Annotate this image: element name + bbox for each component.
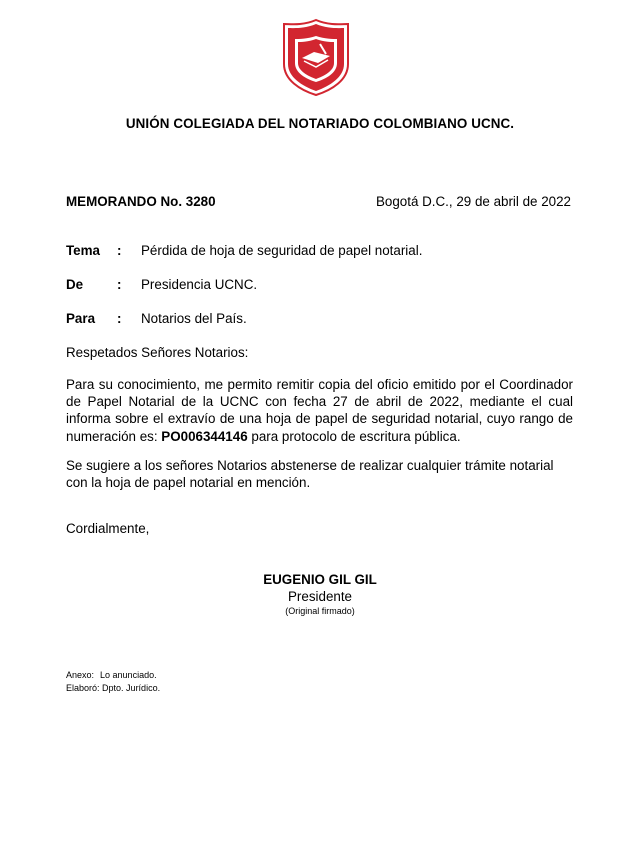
field-colon: : <box>117 243 122 258</box>
salutation: Respetados Señores Notarios: <box>66 345 249 360</box>
field-colon: : <box>117 311 122 326</box>
memo-date: Bogotá D.C., 29 de abril de 2022 <box>375 194 571 209</box>
field-colon: : <box>117 277 122 292</box>
ucnc-shield-icon <box>280 18 352 96</box>
memo-number: MEMORANDO No. 3280 <box>66 194 216 209</box>
annex-value: Lo anunciado. <box>100 670 157 680</box>
field-label-de: De <box>66 277 84 292</box>
field-value-para: Notarios del País. <box>141 311 247 326</box>
field-label-para: Para <box>66 311 96 326</box>
annex-label: Anexo: <box>66 670 95 680</box>
prepared-label: Elaboró: <box>66 683 100 693</box>
body-paragraph-1 <box>66 376 573 445</box>
paragraph-text: Para su conocimiento, me permito remitir copia del oficio emitido por el Coordinador de Papel Notarial de la UCNC con fecha 27 de abril de 2022, mediante el cual informa sobre el extravío de una hoja de papel de seguridad notarial, cuyo rango de numeración es: <box>66 377 573 444</box>
closing: Cordialmente, <box>66 521 150 536</box>
field-value-tema: Pérdida de hoja de seguridad de papel notarial. <box>141 243 423 258</box>
organization-title: UNIÓN COLEGIADA DEL NOTARIADO COLOMBIANO UCNC. <box>125 116 515 131</box>
footer-prepared-by <box>66 683 160 693</box>
sheet-number: PO006344146 <box>161 428 248 444</box>
signature-note: (Original firmado) <box>285 606 355 616</box>
signer-name: EUGENIO GIL GIL <box>263 572 377 587</box>
footer-annex <box>66 670 157 680</box>
body-paragraph-2: Se sugiere a los señores Notarios abstenerse de realizar cualquier trámite notarial con la hoja de papel notarial en mención. <box>66 458 554 491</box>
ucnc-logo <box>280 18 352 96</box>
signer-role: Presidente <box>287 589 353 604</box>
logo-text: U.C.N.C. <box>300 28 332 36</box>
field-label-tema: Tema <box>66 243 100 258</box>
paragraph-text: para protocolo de escritura pública. <box>247 428 461 444</box>
prepared-value: Dpto. Jurídico. <box>102 683 161 693</box>
field-value-de: Presidencia UCNC. <box>141 277 258 292</box>
